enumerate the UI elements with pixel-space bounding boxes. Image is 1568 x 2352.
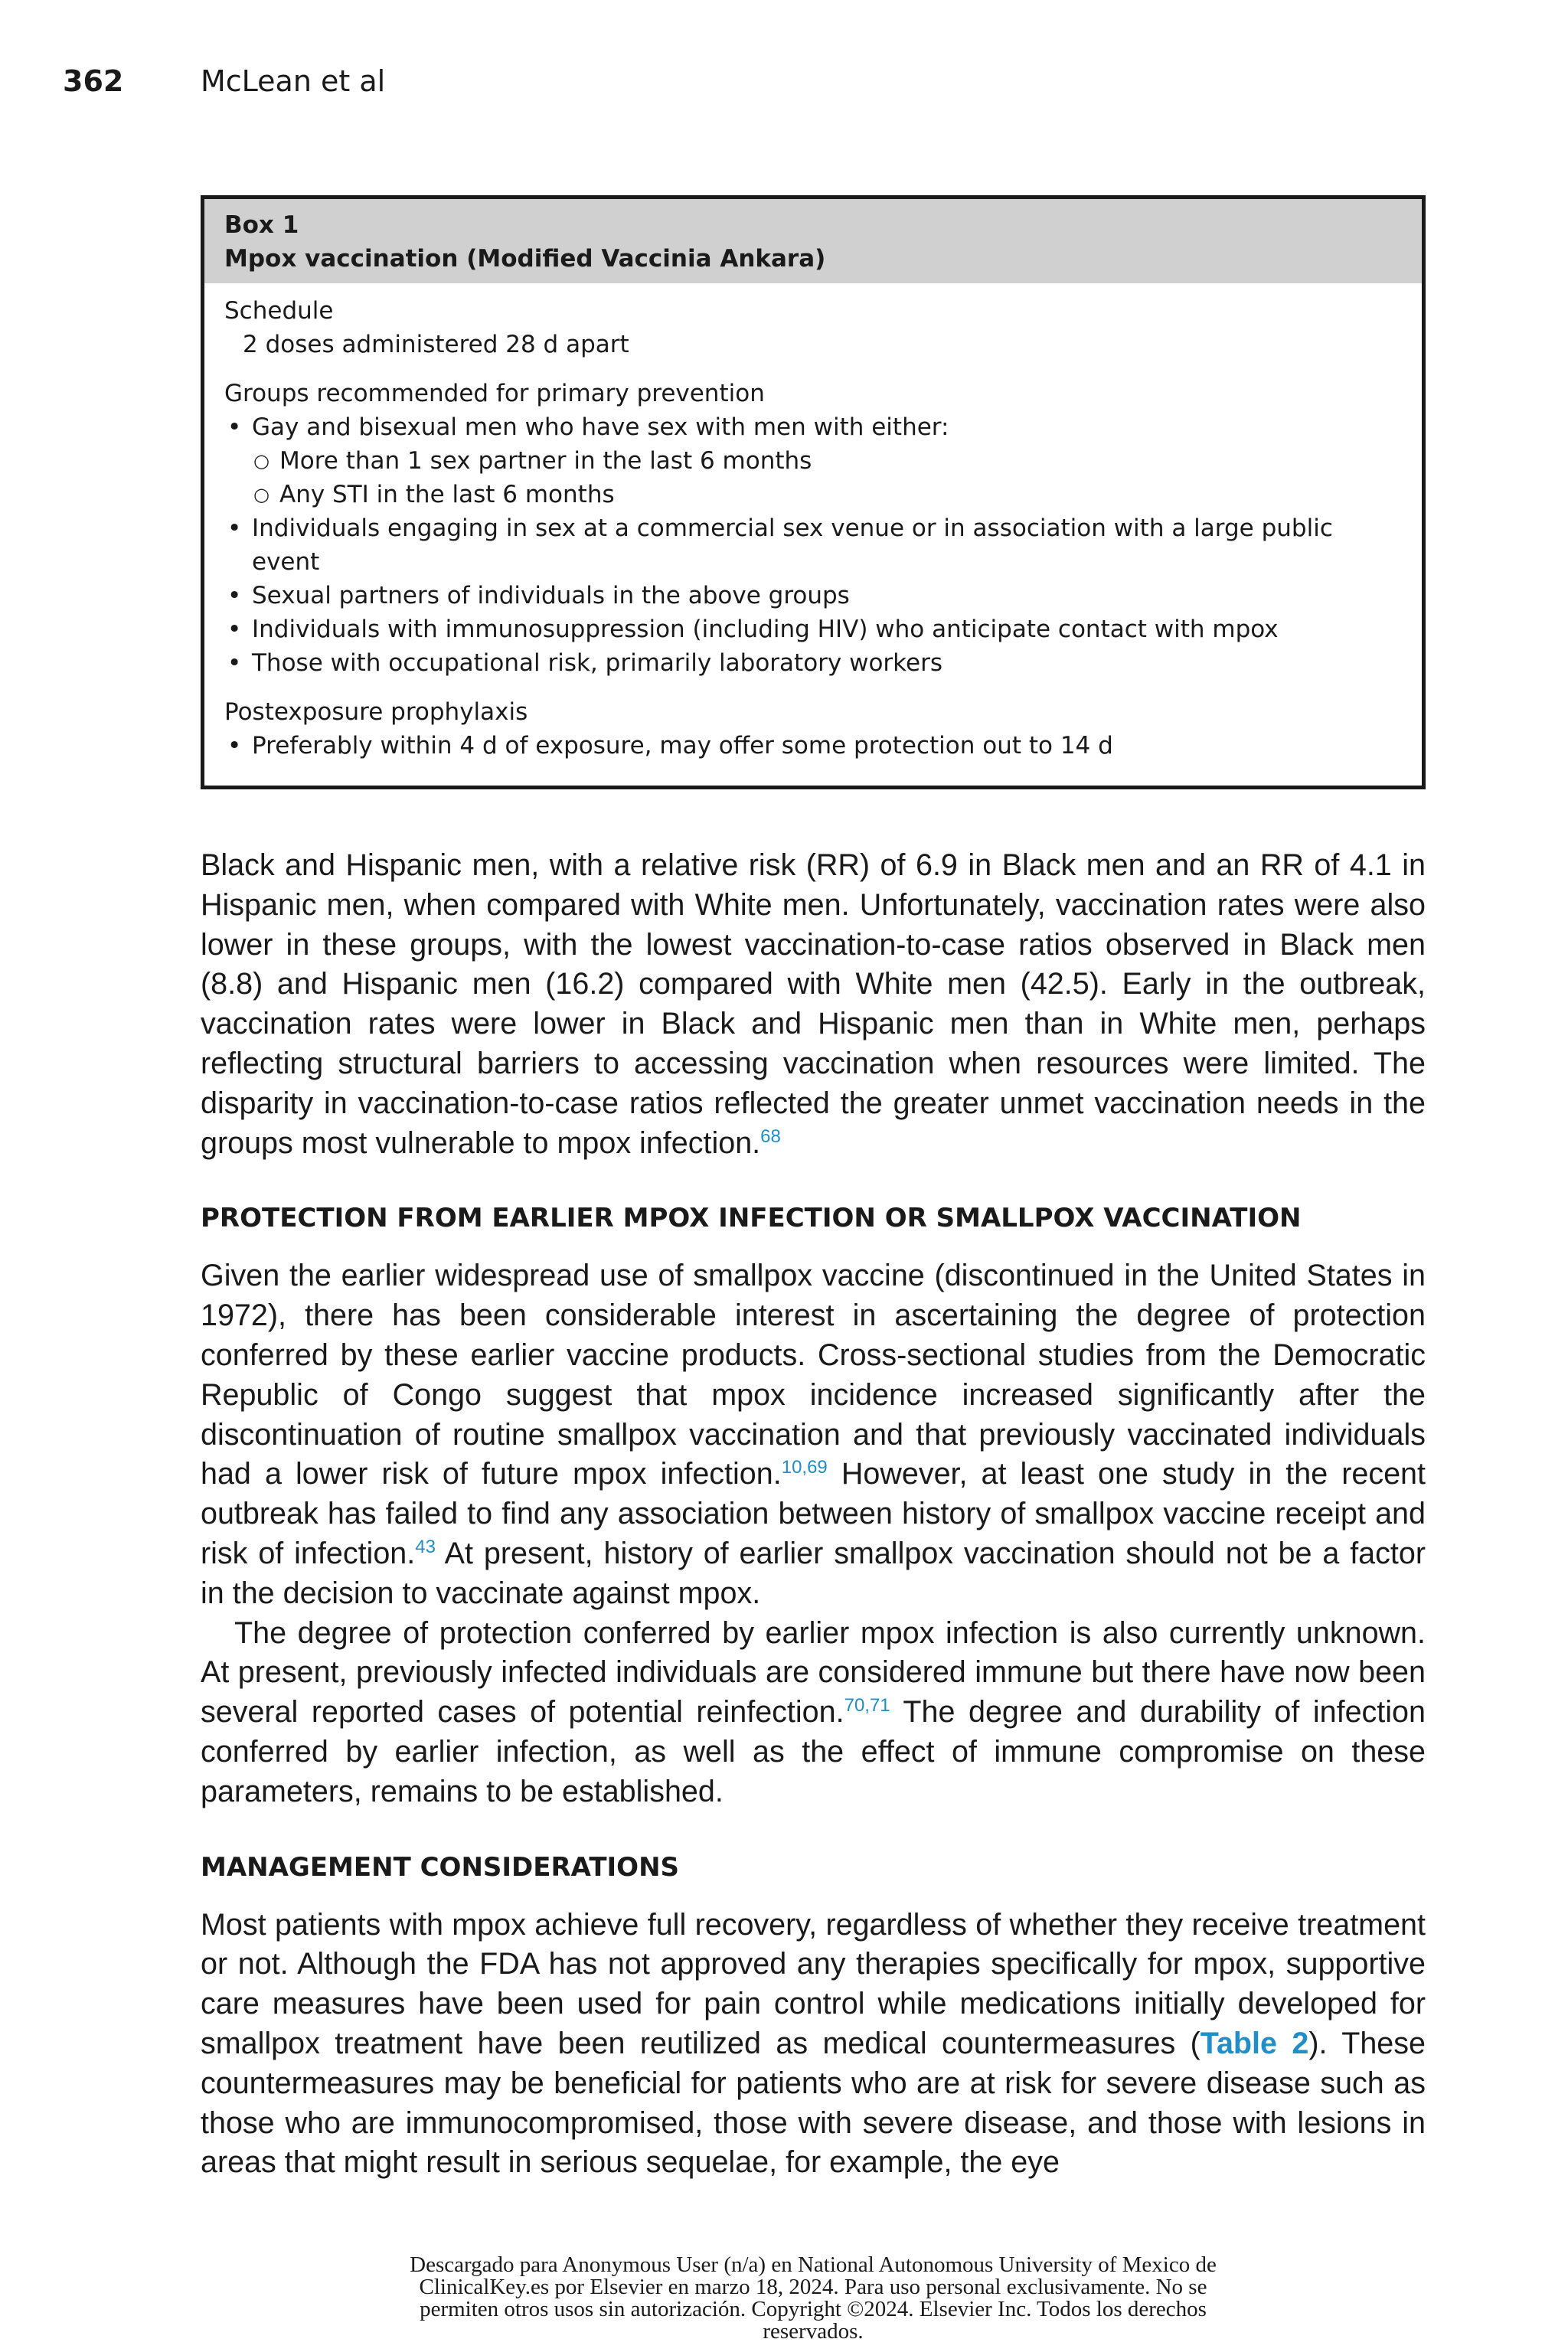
box-title: Mpox vaccination (Modified Vaccinia Ankara) xyxy=(224,245,826,273)
section-heading: MANAGEMENT CONSIDERATIONS xyxy=(201,1851,680,1883)
list-item: • Sexual partners of individuals in the above groups xyxy=(224,579,1402,612)
schedule-section xyxy=(224,294,1402,361)
list-item: • Preferably within 4 d of exposure, may offer some protection out to 14 d xyxy=(224,729,1402,763)
paragraph: The degree of protection conferred by earlier mpox infection is also currently unknown. At present, previously infected individuals are considered immune but there have now been several reported cases of potential reinfection.$^{70,71}$ The degree and durability of infection conferred by earlier infection, as well as the effect of immune compromise on these parameters, remains to be established. xyxy=(201,1615,1426,1808)
primary-heading: Groups recommended for primary prevention xyxy=(224,380,765,407)
box-1 xyxy=(201,195,1426,789)
list-item: • Individuals engaging in sex at a commercial sex venue or in association with a large public event xyxy=(224,511,1402,579)
table-link[interactable]: Table 2 xyxy=(1200,2026,1309,2060)
paragraph: Given the earlier widespread use of smallpox vaccine (discontinued in the United States in 1972), there has been considerable interest in ascertaining the degree of protection conferred by these earlier vaccine products. Cross-sectional studies from the Democratic Republic of Congo suggest that mpox incidence increased significantly after the discontinuation of routine smallpox vaccination and that previously vaccinated individuals had a lower risk of future mpox infection.$^{10,69}$ However, at least one study in the recent outbreak has failed to find any association between history of smallpox vaccine receipt and risk of infection.$^{43}$ At present, history of earlier smallpox vaccination should not be a factor in the decision to vaccinate against mpox. xyxy=(201,1259,1426,1610)
box-label: Box 1 xyxy=(224,211,299,239)
page-number: 362 xyxy=(63,64,124,98)
main-text xyxy=(201,846,1426,2183)
pep-section xyxy=(224,695,1402,763)
running-head: McLean et al xyxy=(201,64,386,98)
box-body xyxy=(204,283,1422,763)
reference-link[interactable]: 70,71 xyxy=(844,1694,890,1716)
reference-link[interactable]: 10,69 xyxy=(781,1457,828,1478)
paragraph: Most patients with mpox achieve full recovery, regardless of whether they receive treatment or not. Although the FDA has not approved any therapies specifically for mpox, supportive care measures have been used for pain control while medications initially developed for smallpox treatment have been reutilized as medical countermeasures (Table 2). These countermeasures may be beneficial for patients who are at risk for severe disease such as those who are immunocompromised, those with severe disease, and those with lesions in areas that might result in serious sequelae, for example, the eye xyxy=(201,1907,1426,2180)
box-header xyxy=(204,199,1422,283)
list-item: • Individuals with immunosuppression (including HIV) who anticipate contact with mpox xyxy=(224,612,1402,646)
pep-heading: Postexposure prophylaxis xyxy=(224,698,528,726)
list-item: • Gay and bisexual men who have sex with men with either: xyxy=(224,410,1402,444)
footer-line: reservados. xyxy=(763,2319,864,2344)
schedule-text: 2 doses administered 28 d apart xyxy=(243,331,629,358)
footer-line: permiten otros usos sin autorización. Copyright ©2024. Elsevier Inc. Todos los derechos xyxy=(420,2297,1207,2321)
section-heading: PROTECTION FROM EARLIER MPOX INFECTION OR SMALLPOX VACCINATION xyxy=(201,1203,1302,1234)
footer-line: Descargado para Anonymous User (n/a) en National Autonomous University of Mexico de xyxy=(410,2252,1217,2277)
paragraph: Black and Hispanic men, with a relative risk (RR) of 6.9 in Black men and an RR of 4.1 in Hispanic men, when compared with White men. Unfortunately, vaccination rates were also lower in these groups, with the lowest vaccination-to-case ratios observed in Black men (8.8) and Hispanic men (16.2) compared with White men (42.5). Early in the outbreak, vaccination rates were lower in Black and Hispanic men than in White men, perhaps reflecting structural barriers to accessing vaccination when resources were limited. The disparity in vaccination-to-case ratios reflected the greater unmet vaccination needs in the groups most vulnerable to mpox infection.$^{68}$ xyxy=(201,848,1426,1160)
schedule-heading: Schedule xyxy=(224,297,334,325)
page-header xyxy=(63,64,385,98)
primary-prevention-section xyxy=(224,377,1402,680)
footer-line: ClinicalKey.es por Elsevier en marzo 18, 2024. Para uso personal exclusivamente. No se xyxy=(419,2275,1207,2299)
reference-link[interactable]: 68 xyxy=(760,1125,781,1147)
sub-list-item: ○ Any STI in the last 6 months xyxy=(224,478,1402,511)
reference-link[interactable]: 43 xyxy=(415,1536,436,1557)
list-item: • Those with occupational risk, primarily laboratory workers xyxy=(224,646,1402,680)
download-notice xyxy=(201,2254,1426,2343)
sub-list-item: ○ More than 1 sex partner in the last 6 months xyxy=(224,444,1402,478)
